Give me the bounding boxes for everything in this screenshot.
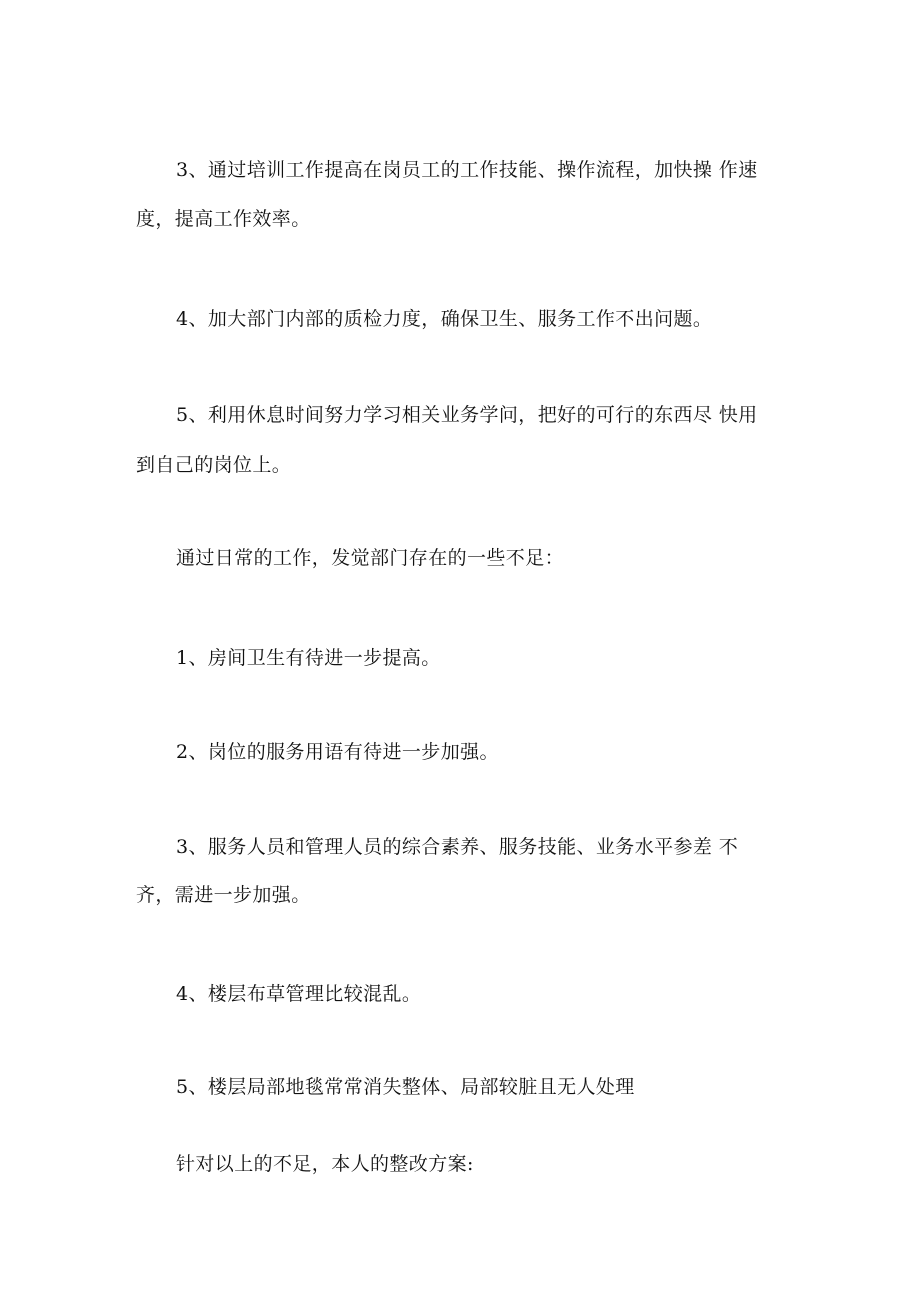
paragraph-line: 3、服务人员和管理人员的综合素养、服务技能、业务水平参差 不 <box>176 836 739 858</box>
paragraph-line: 4、加大部门内部的质检力度，确保卫生、服务工作不出问题。 <box>176 308 713 330</box>
paragraph-line: 1、房间卫生有待进一步提高。 <box>176 647 441 669</box>
paragraph-line: 5、利用休息时间努力学习相关业务学问，把好的可行的东西尽 快用 <box>176 404 758 426</box>
paragraph-line: 齐，需进一步加强。 <box>136 884 311 906</box>
paragraph-line: 3、通过培训工作提高在岗员工的工作技能、操作流程，加快操 作速 <box>176 159 758 181</box>
paragraph-line: 5、楼层局部地毯常常消失整体、局部较脏且无人处理 <box>176 1076 635 1098</box>
paragraph-line: 通过日常的工作，发觉部门存在的一些不足： <box>176 547 565 569</box>
paragraph-line: 2、岗位的服务用语有待进一步加强。 <box>176 741 499 763</box>
paragraph-line: 度，提高工作效率。 <box>136 208 311 230</box>
paragraph-line: 到自己的岗位上。 <box>136 454 292 476</box>
paragraph-line: 4、楼层布草管理比较混乱。 <box>176 983 422 1005</box>
paragraph-line: 针对以上的不足，本人的整改方案: <box>176 1153 474 1175</box>
